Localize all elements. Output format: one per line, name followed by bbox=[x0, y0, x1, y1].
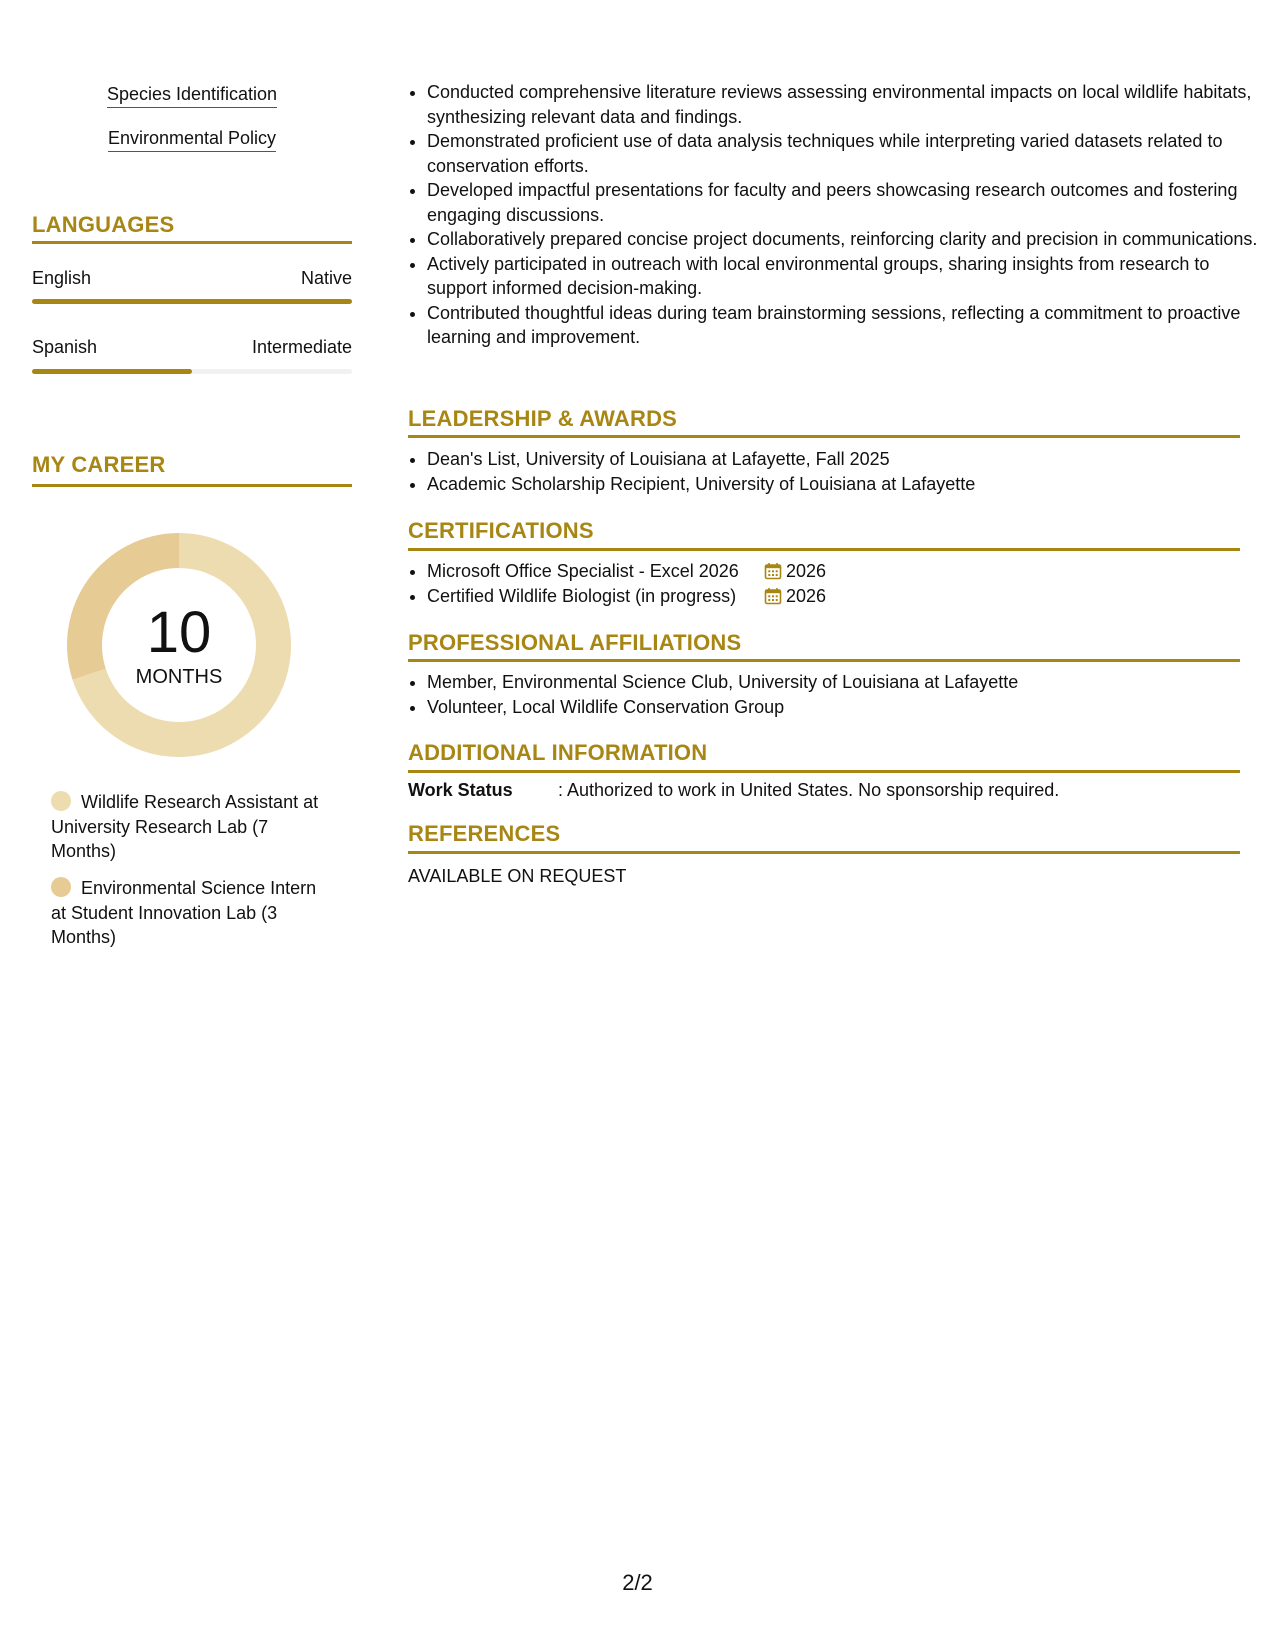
list-item: • Conducted comprehensive literature reviews assessing environmental impacts on local wildlife habitats, synthesizing relevant data and findings. bbox=[427, 80, 1259, 129]
language-level: Native bbox=[300, 268, 352, 288]
certifications-title: CERTIFICATIONS bbox=[408, 518, 594, 543]
list-item: • Academic Scholarship Recipient, University of Louisiana at Lafayette bbox=[427, 472, 1259, 497]
legend-label: Wildlife Research Assistant at University Research Lab (7 Months) bbox=[51, 792, 319, 861]
list-item: • Volunteer, Local Wildlife Conservation Group bbox=[427, 695, 1259, 720]
experience-bullets bbox=[408, 80, 1259, 350]
career-title: MY CAREER bbox=[32, 452, 166, 477]
list-item: • Actively participated in outreach with local environmental groups, sharing insights from research to support informed decision-making. bbox=[427, 252, 1259, 301]
section-divider bbox=[408, 659, 1240, 662]
legend-label: Environmental Science Intern at Student Innovation Lab (3 Months) bbox=[51, 878, 317, 947]
page-number: 2/2 bbox=[622, 1570, 653, 1595]
career-legend-item bbox=[51, 790, 321, 864]
references-text: AVAILABLE ON REQUEST bbox=[408, 866, 627, 886]
languages-title: LANGUAGES bbox=[32, 212, 175, 237]
career-donut-chart bbox=[66, 532, 292, 758]
section-divider bbox=[32, 484, 352, 487]
list-item: • Collaboratively prepared concise project documents, reinforcing clarity and precision in communications. bbox=[427, 227, 1259, 252]
references-title: REFERENCES bbox=[408, 821, 561, 846]
certification-item bbox=[427, 584, 1259, 609]
language-name: English bbox=[32, 268, 92, 288]
language-bar-english bbox=[32, 299, 352, 304]
career-total-unit: MONTHS bbox=[135, 666, 223, 688]
certification-name: Microsoft Office Specialist - Excel 2026 bbox=[427, 561, 739, 581]
work-status-value: : Authorized to work in United States. No sponsorship required. bbox=[558, 780, 1060, 800]
certification-date bbox=[764, 584, 826, 612]
career-total-value: 10 bbox=[146, 600, 212, 665]
list-item: • Demonstrated proficient use of data analysis techniques while interpreting varied datasets related to conservation efforts. bbox=[427, 129, 1259, 178]
work-status-label: Work Status bbox=[408, 780, 513, 800]
skill-item bbox=[32, 128, 352, 152]
language-bar-spanish bbox=[32, 369, 352, 374]
list-item: • Developed impactful presentations for faculty and peers showcasing research outcomes and fostering engaging discussions. bbox=[427, 178, 1259, 227]
donut-center bbox=[66, 532, 292, 758]
section-divider bbox=[408, 548, 1240, 551]
certification-date-text: 2026 bbox=[786, 585, 827, 606]
language-level: Intermediate bbox=[251, 337, 352, 357]
section-divider bbox=[408, 435, 1240, 438]
certification-item bbox=[427, 559, 1259, 584]
list-item: • Dean's List, University of Louisiana at Lafayette, Fall 2025 bbox=[427, 447, 1259, 472]
certification-date bbox=[764, 559, 826, 587]
language-bar-fill bbox=[32, 369, 192, 374]
section-divider bbox=[408, 770, 1240, 773]
calendar-icon bbox=[764, 587, 782, 612]
section-divider bbox=[32, 241, 352, 244]
additional-info-title: ADDITIONAL INFORMATION bbox=[408, 740, 708, 765]
certifications-list bbox=[408, 559, 1259, 608]
certification-date-text: 2026 bbox=[786, 561, 827, 581]
list-item: • Member, Environmental Science Club, University of Louisiana at Lafayette bbox=[427, 670, 1259, 695]
language-bar-fill bbox=[32, 299, 352, 304]
leadership-title: LEADERSHIP & AWARDS bbox=[408, 406, 678, 431]
leadership-list bbox=[408, 447, 1259, 496]
legend-dot bbox=[51, 791, 71, 811]
skill-item bbox=[32, 84, 352, 108]
legend-dot bbox=[51, 877, 71, 897]
career-legend-item bbox=[51, 876, 321, 950]
section-divider bbox=[408, 851, 1240, 854]
affiliations-title: PROFESSIONAL AFFILIATIONS bbox=[408, 630, 742, 655]
language-name: Spanish bbox=[32, 337, 98, 357]
skill-label: Environmental Policy bbox=[108, 128, 276, 152]
certification-name: Certified Wildlife Biologist (in progress) bbox=[427, 585, 737, 606]
list-item: • Contributed thoughtful ideas during team brainstorming sessions, reflecting a commitment to proactive learning and improvement. bbox=[427, 301, 1259, 350]
skill-label: Species Identification bbox=[107, 84, 277, 108]
affiliations-list bbox=[408, 670, 1259, 719]
